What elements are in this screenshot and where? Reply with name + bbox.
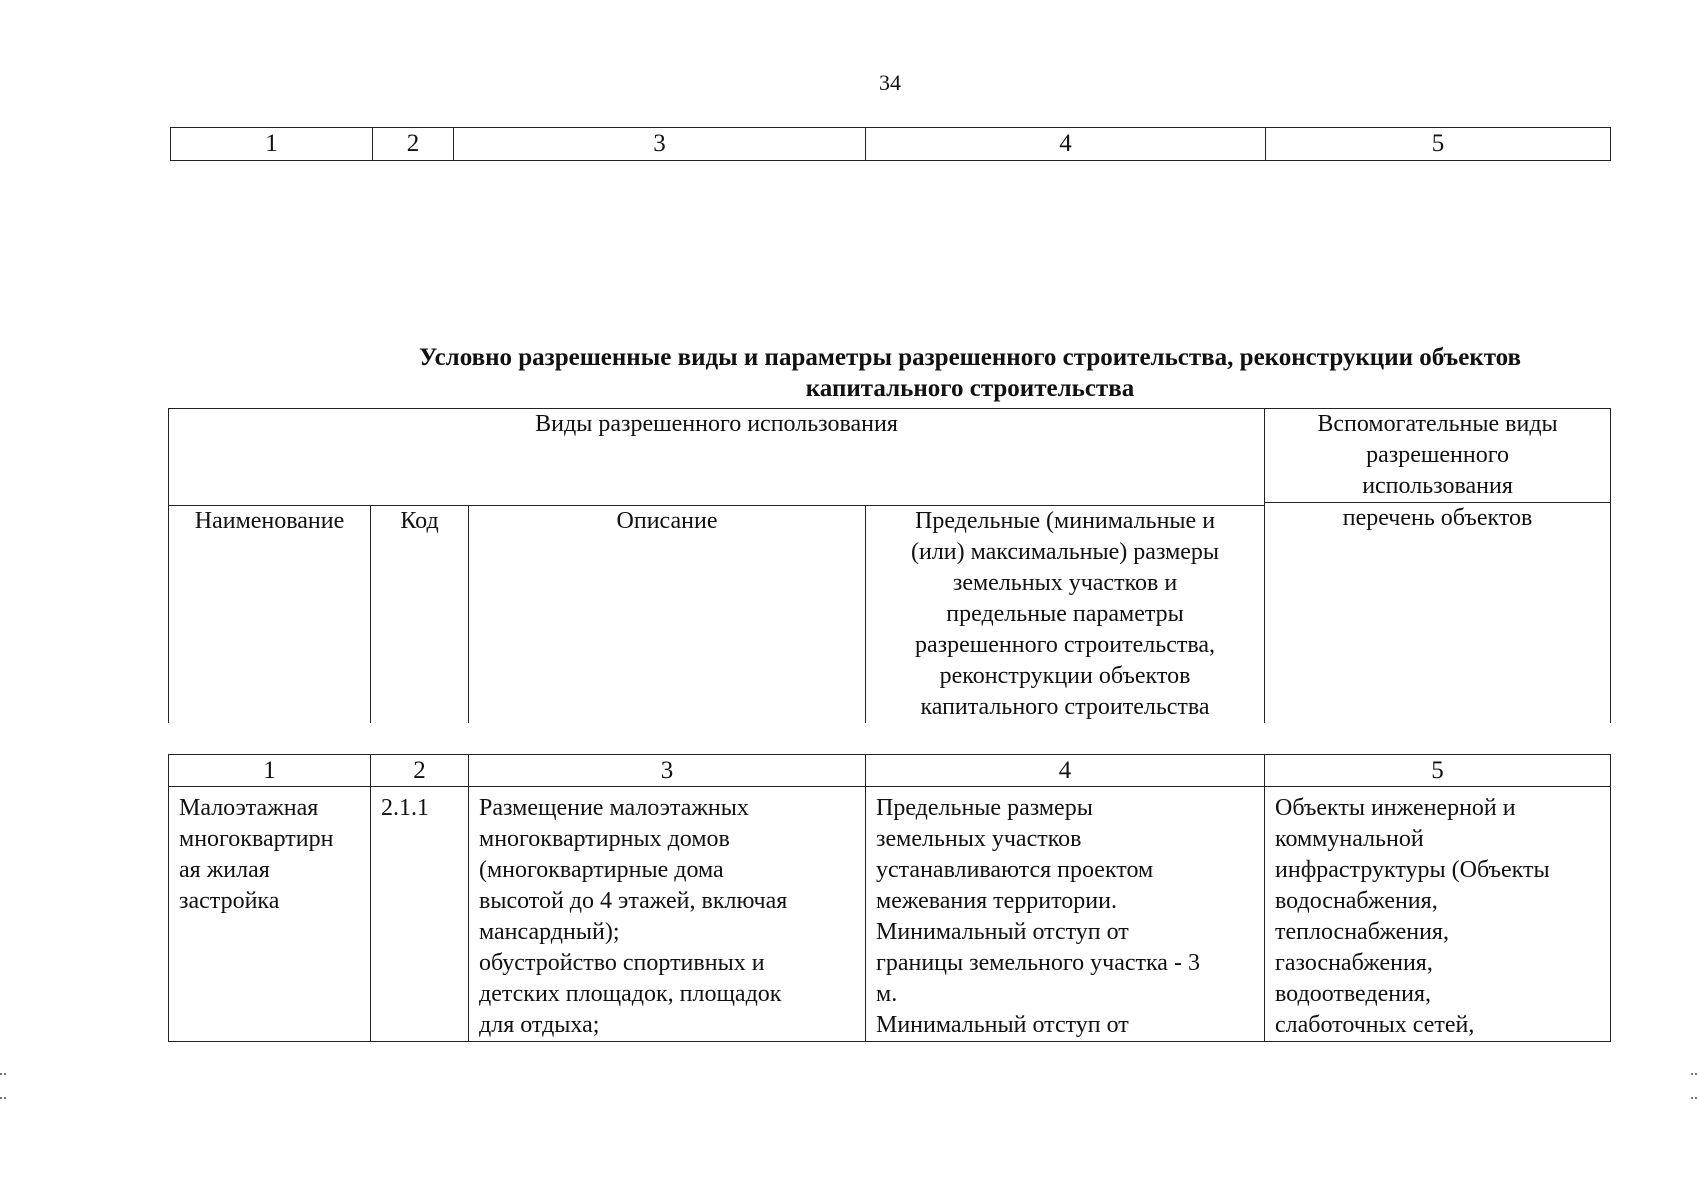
cell-line: устанавливаются проектом bbox=[876, 857, 1154, 883]
cell-line: Объекты инженерной и bbox=[1275, 795, 1516, 821]
header-line: реконструкции объектов bbox=[939, 663, 1191, 689]
header-line: земельных участков и bbox=[952, 570, 1178, 596]
cell-line: границы земельного участка - 3 bbox=[876, 950, 1200, 976]
header-params bbox=[866, 506, 1265, 724]
section-title-line: капитального строительства bbox=[805, 375, 1135, 402]
page-number: 34 bbox=[879, 70, 901, 95]
header-code: Код bbox=[371, 506, 469, 724]
header-line: использования bbox=[1362, 473, 1513, 499]
column-number: 1 bbox=[169, 755, 371, 787]
cell-line: Малоэтажная bbox=[179, 795, 319, 821]
column-number: 5 bbox=[1266, 128, 1611, 161]
cell-line: Предельные размеры bbox=[876, 795, 1093, 821]
cell-line: межевания территории. bbox=[876, 888, 1117, 914]
scan-edge-mark bbox=[0, 1073, 6, 1099]
scan-edge-mark bbox=[1691, 1073, 1697, 1099]
cell-line: коммунальной bbox=[1275, 826, 1424, 852]
continuation-column-numbers bbox=[170, 127, 1611, 161]
column-number: 1 bbox=[171, 128, 373, 161]
header-line: Вспомогательные виды bbox=[1317, 411, 1558, 437]
column-number: 2 bbox=[371, 755, 469, 787]
header-objects: перечень объектов bbox=[1265, 502, 1610, 534]
cell-line: водоснабжения, bbox=[1275, 888, 1438, 914]
cell-line: (многоквартирные дома bbox=[479, 857, 724, 883]
cell-params bbox=[866, 787, 1265, 1042]
cell-line: ая жилая bbox=[179, 857, 270, 883]
permitted-use-data-table bbox=[168, 754, 1611, 1042]
column-number: 4 bbox=[866, 128, 1266, 161]
header-description: Описание bbox=[469, 506, 866, 724]
cell-line: водоотведения, bbox=[1275, 981, 1431, 1007]
cell-line: многоквартирных домов bbox=[479, 826, 730, 852]
header-group-aux bbox=[1265, 409, 1611, 724]
header-group-main: Виды разрешенного использования bbox=[169, 409, 1265, 506]
header-line: капитального строительства bbox=[920, 694, 1210, 720]
column-number: 3 bbox=[469, 755, 866, 787]
permitted-use-header-table bbox=[168, 408, 1611, 723]
header-name: Наименование bbox=[169, 506, 371, 724]
header-line: разрешенного строительства, bbox=[915, 632, 1216, 658]
section-title bbox=[300, 342, 1640, 404]
section-title-line: Условно разрешенные виды и параметры разрешенного строительства, реконструкции объектов bbox=[418, 344, 1522, 371]
cell-line: многоквартирн bbox=[179, 826, 334, 852]
header-line: разрешенного bbox=[1366, 442, 1509, 468]
cell-line: инфраструктуры (Объекты bbox=[1275, 857, 1550, 883]
header-line: Предельные (минимальные и bbox=[914, 508, 1216, 534]
cell-line: теплоснабжения, bbox=[1275, 919, 1449, 945]
table-row bbox=[169, 787, 1611, 1042]
cell-line: слаботочных сетей, bbox=[1275, 1012, 1475, 1038]
cell-line: м. bbox=[876, 981, 898, 1007]
column-number: 5 bbox=[1265, 755, 1611, 787]
header-line: (или) максимальные) размеры bbox=[910, 539, 1220, 565]
column-number: 2 bbox=[373, 128, 454, 161]
table-row bbox=[169, 755, 1611, 787]
column-number: 4 bbox=[866, 755, 1265, 787]
cell-description bbox=[469, 787, 866, 1042]
cell-line: обустройство спортивных и bbox=[479, 950, 765, 976]
cell-line: Минимальный отступ от bbox=[876, 1012, 1129, 1038]
cell-line: застройка bbox=[179, 888, 280, 914]
cell-line: Минимальный отступ от bbox=[876, 919, 1129, 945]
table-row bbox=[171, 128, 1611, 161]
table-row bbox=[169, 409, 1611, 506]
cell-name bbox=[169, 787, 371, 1042]
cell-line: Размещение малоэтажных bbox=[479, 795, 749, 821]
cell-line: мансардный); bbox=[479, 919, 620, 945]
column-number: 3 bbox=[454, 128, 866, 161]
cell-line: газоснабжения, bbox=[1275, 950, 1433, 976]
cell-line: для отдыха; bbox=[479, 1012, 600, 1038]
cell-objects bbox=[1265, 787, 1611, 1042]
header-line: предельные параметры bbox=[946, 601, 1184, 627]
cell-line: высотой до 4 этажей, включая bbox=[479, 888, 788, 914]
cell-code: 2.1.1 bbox=[371, 787, 469, 1042]
cell-line: земельных участков bbox=[876, 826, 1082, 852]
cell-line: детских площадок, площадок bbox=[479, 981, 782, 1007]
